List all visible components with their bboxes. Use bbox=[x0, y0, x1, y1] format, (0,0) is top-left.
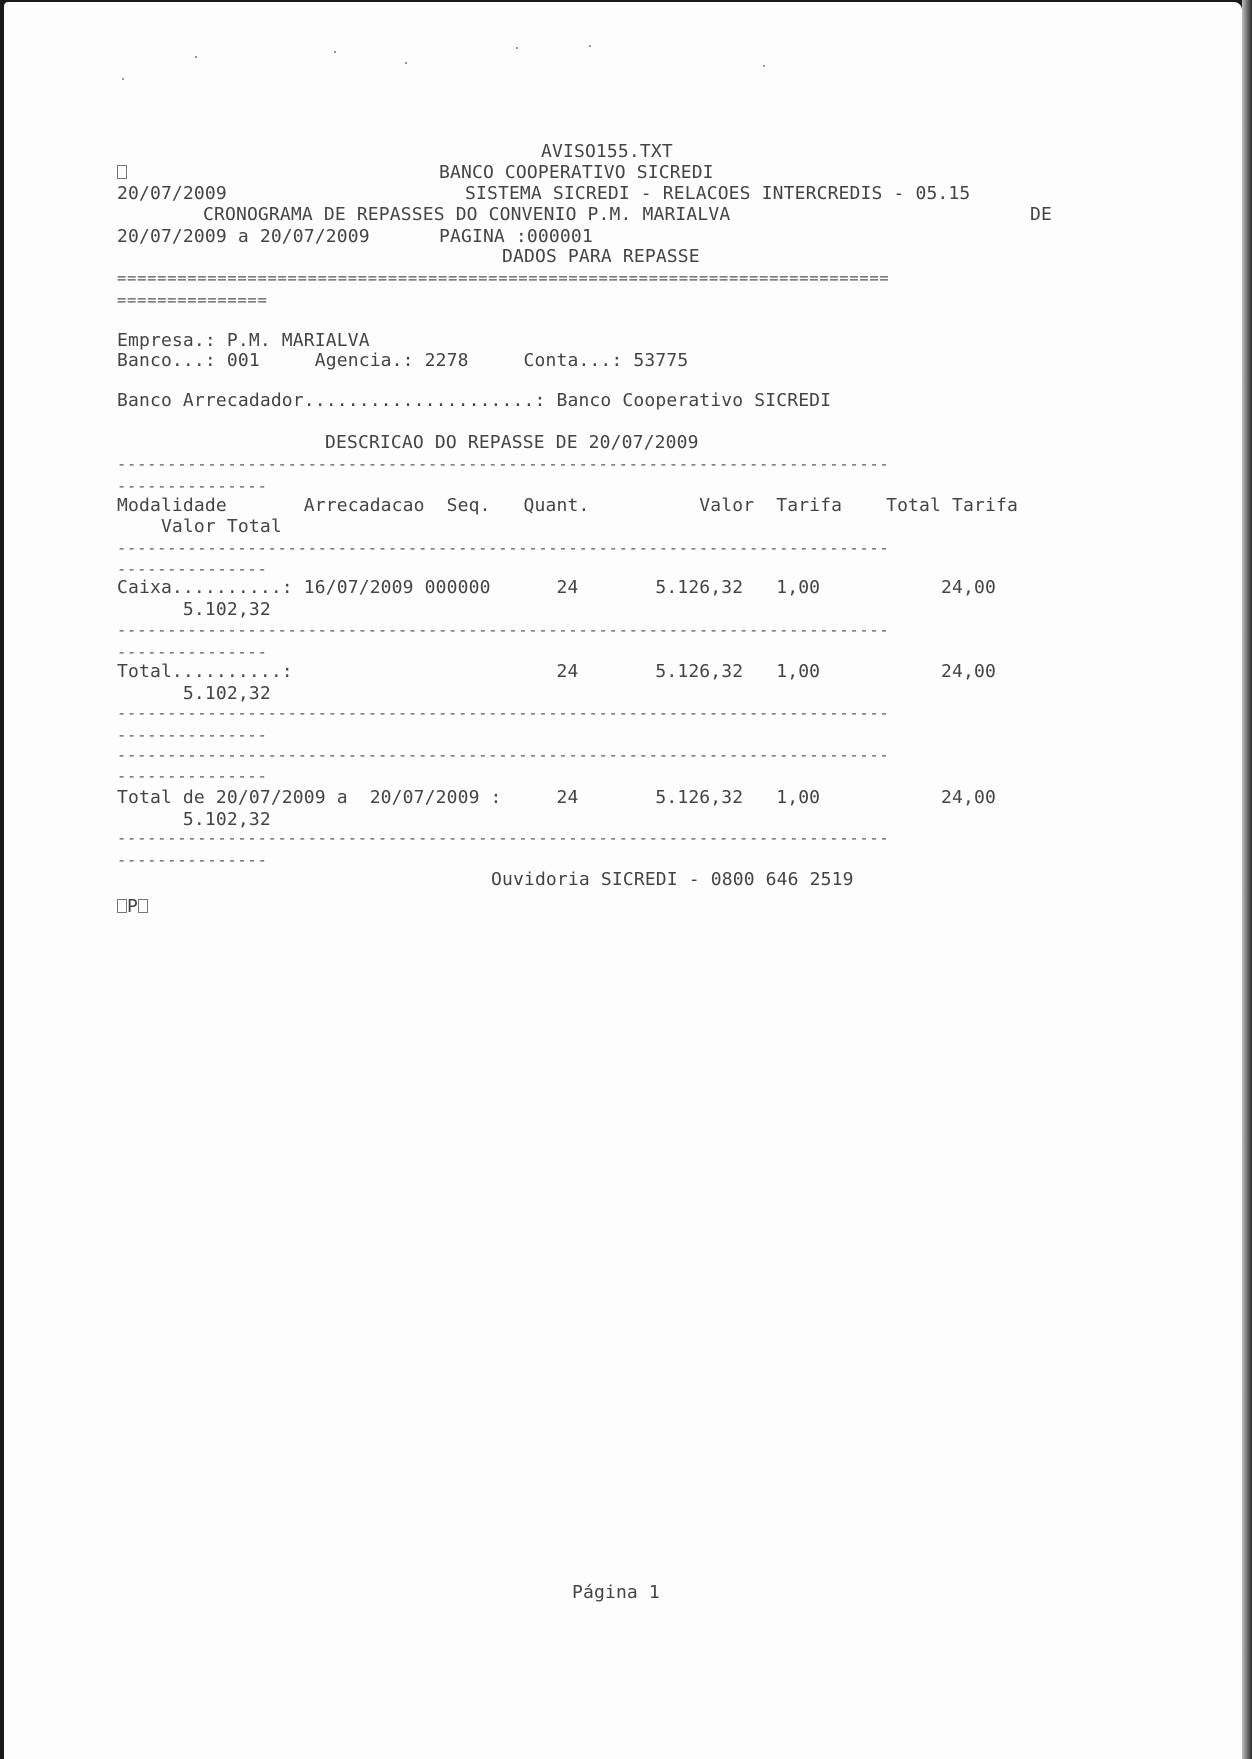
dash-rule-tail: --------------- bbox=[117, 851, 268, 869]
report-date: 20/07/2009 bbox=[117, 183, 227, 204]
scan-speck bbox=[334, 51, 336, 53]
table-row-total: 5.102,32 bbox=[117, 809, 271, 830]
page-marker bbox=[117, 897, 148, 917]
scan-speck bbox=[516, 47, 518, 49]
table-row: Total de 20/07/2009 a 20/07/2009 : 24 5.126,32 1,00 24,00 bbox=[117, 787, 996, 808]
scan-edge bbox=[1242, 0, 1252, 1759]
dash-rule-tail: --------------- bbox=[117, 477, 268, 495]
dash-rule: ----------------------------------------------------------------------------- bbox=[117, 829, 890, 847]
dash-rule: ----------------------------------------------------------------------------- bbox=[117, 621, 890, 639]
table-row-total: 5.102,32 bbox=[117, 683, 271, 704]
period-range: 20/07/2009 a 20/07/2009 bbox=[117, 226, 370, 247]
bank-account-line: Banco...: 001 Agencia.: 2278 Conta...: 53775 bbox=[117, 350, 689, 371]
section-title: DADOS PARA REPASSE bbox=[502, 246, 700, 267]
dash-rule: ----------------------------------------------------------------------------- bbox=[117, 746, 890, 764]
scan-speck bbox=[122, 78, 124, 80]
page-indicator: PAGINA :000001 bbox=[439, 226, 593, 247]
table-row: Caixa..........: 16/07/2009 000000 24 5.126,32 1,00 24,00 bbox=[117, 577, 996, 598]
system-title: SISTEMA SICREDI - RELACOES INTERCREDIS - 05.15 bbox=[465, 183, 971, 204]
dash-rule-tail: --------------- bbox=[117, 726, 268, 744]
company-line: Empresa.: P.M. MARIALVA bbox=[117, 330, 370, 351]
dash-rule: ----------------------------------------------------------------------------- bbox=[117, 455, 890, 473]
scan-speck bbox=[763, 65, 765, 67]
table-header-cont: Valor Total bbox=[117, 516, 282, 537]
description-title: DESCRICAO DO REPASSE DE 20/07/2009 bbox=[325, 432, 699, 453]
schedule-title: CRONOGRAMA DE REPASSES DO CONVENIO P.M. MARIALVA bbox=[203, 204, 731, 225]
dash-rule-tail: --------------- bbox=[117, 767, 268, 785]
double-rule: ============================================================================= bbox=[117, 269, 890, 287]
dash-rule: ----------------------------------------------------------------------------- bbox=[117, 539, 890, 557]
dash-rule-tail: --------------- bbox=[117, 643, 268, 661]
scan-speck bbox=[589, 45, 591, 47]
filename: AVISO155.TXT bbox=[541, 141, 673, 162]
double-rule-tail: =============== bbox=[117, 291, 268, 309]
table-row-total: 5.102,32 bbox=[117, 599, 271, 620]
box-glyph bbox=[117, 163, 127, 183]
dash-rule: ----------------------------------------------------------------------------- bbox=[117, 704, 890, 722]
ouvidoria-contact: Ouvidoria SICREDI - 0800 646 2519 bbox=[491, 869, 854, 890]
page-marker-letter: P bbox=[127, 896, 138, 917]
schedule-de: DE bbox=[1030, 204, 1052, 225]
dash-rule-tail: --------------- bbox=[117, 560, 268, 578]
collecting-bank-line: Banco Arrecadador.....................: Banco Cooperativo SICREDI bbox=[117, 390, 832, 411]
table-header: Modalidade Arrecadacao Seq. Quant. Valor Tarifa Total Tarifa bbox=[117, 495, 1018, 516]
table-row: Total..........: 24 5.126,32 1,00 24,00 bbox=[117, 661, 996, 682]
bank-name: BANCO COOPERATIVO SICREDI bbox=[439, 162, 714, 183]
scan-speck bbox=[405, 62, 407, 64]
page-number: Página 1 bbox=[572, 1582, 660, 1603]
scan-speck bbox=[195, 56, 197, 58]
